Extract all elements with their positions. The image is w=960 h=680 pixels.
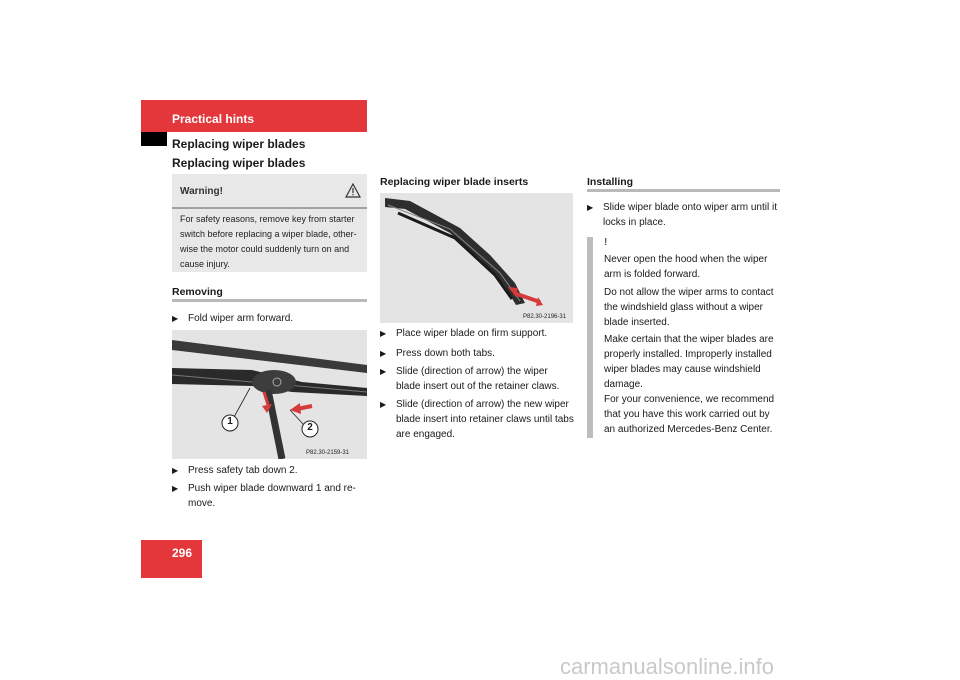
bullet-arrow-icon: ▶ xyxy=(172,314,179,323)
removing-figure xyxy=(172,330,367,459)
bullet-arrow-icon: ▶ xyxy=(172,484,179,493)
bullet-arrow-icon: ▶ xyxy=(587,203,594,212)
note-paragraph-1: Never open the hood when the wiper arm is folded forward. xyxy=(604,254,768,280)
page-heading: Replacing wiper blades xyxy=(172,156,306,170)
warning-box xyxy=(172,174,367,272)
callout-2: 2 xyxy=(307,422,313,433)
bullet-arrow-icon: ▶ xyxy=(172,466,179,475)
topic-title: Replacing wiper blades xyxy=(172,137,306,151)
page-number: 296 xyxy=(172,546,193,560)
removing-rule xyxy=(172,299,367,302)
note-paragraph-2: Do not allow the wiper arms to contact the windshield glass without a wiper blade inserted. xyxy=(604,287,774,328)
inserts-figure xyxy=(380,193,573,323)
bullet-arrow-icon: ▶ xyxy=(380,329,387,338)
header-tab-marker xyxy=(141,132,167,146)
callout-1: 1 xyxy=(227,416,233,427)
note-paragraph-3: Make certain that the wiper blades are properly installed. Improperly installed wiper blades may cause windshield damage. xyxy=(604,334,774,390)
inserts-step-3: ▶ Slide (direction of arrow) the wiper blade insert out of the retainer claws. xyxy=(380,366,560,392)
installing-rule xyxy=(587,189,780,192)
installing-heading: Installing xyxy=(587,176,634,188)
bullet-arrow-icon: ▶ xyxy=(380,367,387,376)
inserts-step-4: ▶ Slide (direction of arrow) the new wiper blade insert into retainer claws until tabs are engaged. xyxy=(380,399,574,440)
removing-step-1: ▶ Fold wiper arm forward. xyxy=(172,313,294,324)
warning-triangle-icon xyxy=(345,183,361,198)
note-exclamation-icon: ! xyxy=(604,237,608,248)
warning-title: Warning! xyxy=(180,186,223,197)
figure-code: P82.30-2159-31 xyxy=(306,450,350,456)
watermark: carmanualsonline.info xyxy=(560,654,775,679)
note-paragraph-4: For your convenience, we recommend that you have this work carried out by an authorized Mercedes-Benz Center. xyxy=(604,394,775,435)
wiper-blade-illustration xyxy=(380,193,573,323)
warning-text: For safety reasons, remove key from starter switch before replacing a wiper blade, other-wise the motor could suddenly turn on and cause injury. xyxy=(180,214,357,269)
wiper-arm-illustration xyxy=(172,330,367,459)
installing-step-1: ▶ Slide wiper blade onto wiper arm until it locks in place. xyxy=(587,202,777,228)
bullet-arrow-icon: ▶ xyxy=(380,349,387,358)
section-title: Practical hints xyxy=(172,112,255,126)
removing-heading: Removing xyxy=(172,286,223,298)
bullet-arrow-icon: ▶ xyxy=(380,400,387,409)
removing-step-3: ▶ Push wiper blade downward 1 and re-move. xyxy=(172,483,356,509)
inserts-step-1: ▶ Place wiper blade on firm support. xyxy=(380,328,548,339)
note-bar xyxy=(587,237,593,438)
warning-divider xyxy=(172,207,367,209)
inserts-heading: Replacing wiper blade inserts xyxy=(380,176,529,188)
inserts-step-2: ▶ Press down both tabs. xyxy=(380,348,495,359)
removing-step-2: ▶ Press safety tab down 2. xyxy=(172,465,298,476)
figure-code: P82.30-2196-31 xyxy=(523,314,567,320)
